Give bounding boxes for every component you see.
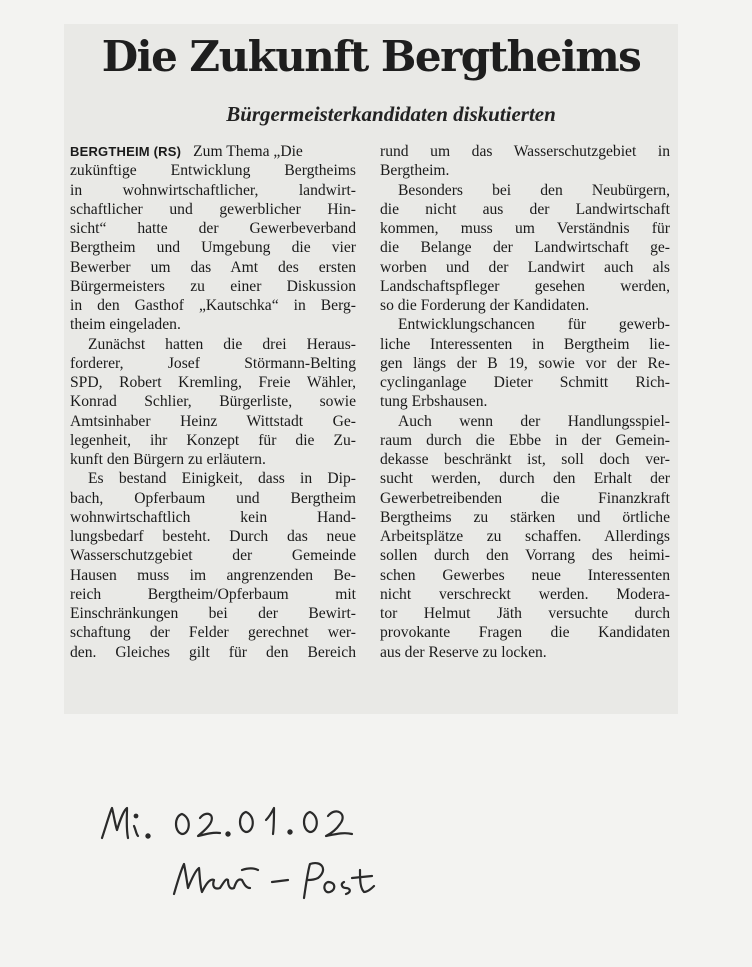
article-line: Entwicklungschancen für gewerb- [398, 316, 670, 334]
article-line: schaftung der Felder gerechnet wer- [70, 624, 356, 642]
article-line: liche Interessenten in Bergtheim lie- [380, 335, 670, 353]
article-line: schaftlicher und gewerblicher Hin- [70, 200, 356, 218]
article-line: Gewerbetreibenden die Finanzkraft [380, 489, 670, 507]
article-line: Bürgermeisters zu einer Diskussion [70, 277, 356, 295]
article-line: den. Gleiches gilt für den Bereich [70, 643, 356, 661]
article-line: schen Gewerbes neue Interessenten [380, 566, 670, 584]
article-line: Auch wenn der Handlungsspiel- [398, 412, 670, 430]
article-line: die nicht aus der Landwirtschaft [380, 200, 670, 218]
article-line: die Belange der Landwirtschaft ge- [380, 239, 670, 257]
article-line: Besonders bei den Neubürgern, [398, 181, 670, 199]
article-line: Amtsinhaber Heinz Wittstadt Ge- [70, 412, 356, 430]
article-line-text: Zum Thema „Die [193, 143, 303, 160]
article-line: Konrad Schlier, Bürgerliste, sowie [70, 393, 356, 411]
right-column [380, 142, 670, 662]
article-line: SPD, Robert Kremling, Freie Wähler, [70, 374, 356, 391]
article-line: nicht verschreckt werden. Modera- [380, 585, 670, 603]
article-line: raum durch die Ebbe in der Gemein- [380, 431, 670, 449]
article-line: Hausen muss im angrenzenden Be- [70, 566, 356, 584]
article-line: cyclinganlage Dieter Schmitt Rich- [380, 374, 670, 391]
article-line: dekasse beschränkt ist, soll doch ver- [380, 451, 670, 468]
article-line: forderer, Josef Störmann-Belting [70, 354, 356, 372]
article-line: provokante Fragen die Kandidaten [380, 624, 670, 642]
article-line: sollen durch den Vorrang des heimi- [380, 547, 670, 565]
article-line: Bewerber um das Amt des ersten [70, 258, 356, 276]
article-line: wohnwirtschaftlich kein Hand- [70, 508, 356, 526]
article-line: Zunächst hatten die drei Heraus- [88, 335, 356, 353]
dateline: BERGTHEIM (RS) [70, 144, 182, 159]
article-line: in den Gasthof „Kautschka“ in Berg- [70, 297, 356, 314]
subheadline: Bürgermeisterkandidaten diskutierten [226, 102, 556, 126]
handwritten-note [96, 790, 396, 910]
article-line: kunft den Bürgern zu erläutern. [70, 451, 266, 468]
article-line: theim eingeladen. [70, 316, 181, 334]
article-line: rund um das Wasserschutzgebiet in [380, 143, 670, 160]
article-line: Bergtheims zu stärken und örtliche [380, 508, 670, 526]
left-column [70, 142, 356, 662]
article-line: Landschaftspfleger gesehen werden, [380, 277, 670, 295]
article-line: tor Helmut Jäth versuchte durch [380, 605, 670, 622]
article-line: bach, Opferbaum und Bergtheim [70, 489, 356, 507]
article-line: Bergtheim und Umgebung die vier [70, 239, 356, 257]
article-line: aus der Reserve zu locken. [380, 643, 547, 661]
article-line: reich Bergtheim/Opferbaum mit [70, 585, 356, 603]
article-line: Bergtheim. [380, 162, 450, 180]
article-line: kommen, muss um Verständnis für [380, 220, 670, 237]
article-line: Einschränkungen bei der Bewirt- [70, 605, 356, 622]
article-line: sucht werden, durch den Erhalt der [380, 470, 670, 488]
article-line: lungsbedarf besteht. Durch das neue [70, 528, 356, 545]
article-line: zukünftige Entwicklung Bergtheims [70, 162, 356, 180]
newspaper-clipping [64, 24, 678, 714]
article-line: tung Erbshausen. [380, 393, 488, 411]
article-line: legenheit, ihr Konzept für die Zu- [70, 431, 356, 449]
article-line: in wohnwirtschaftlicher, landwirt- [70, 181, 356, 199]
article-line: worben und der Landwirt auch als [380, 258, 670, 276]
article-line: Wasserschutzgebiet der Gemeinde [70, 547, 356, 565]
article-line [70, 142, 356, 161]
article-line: gen längs der B 19, sowie vor der Re- [380, 354, 670, 372]
article-line: Es bestand Einigkeit, dass in Dip- [88, 470, 356, 488]
article-line: Arbeitsplätze zu schaffen. Allerdings [380, 528, 670, 545]
handwritten-date-signature [96, 790, 396, 910]
headline: Die Zukunft Bergtheims [101, 32, 641, 81]
article-line: sicht“ hatte der Gewerbeverband [70, 220, 356, 237]
article-line: so die Forderung der Kandidaten. [380, 297, 590, 314]
